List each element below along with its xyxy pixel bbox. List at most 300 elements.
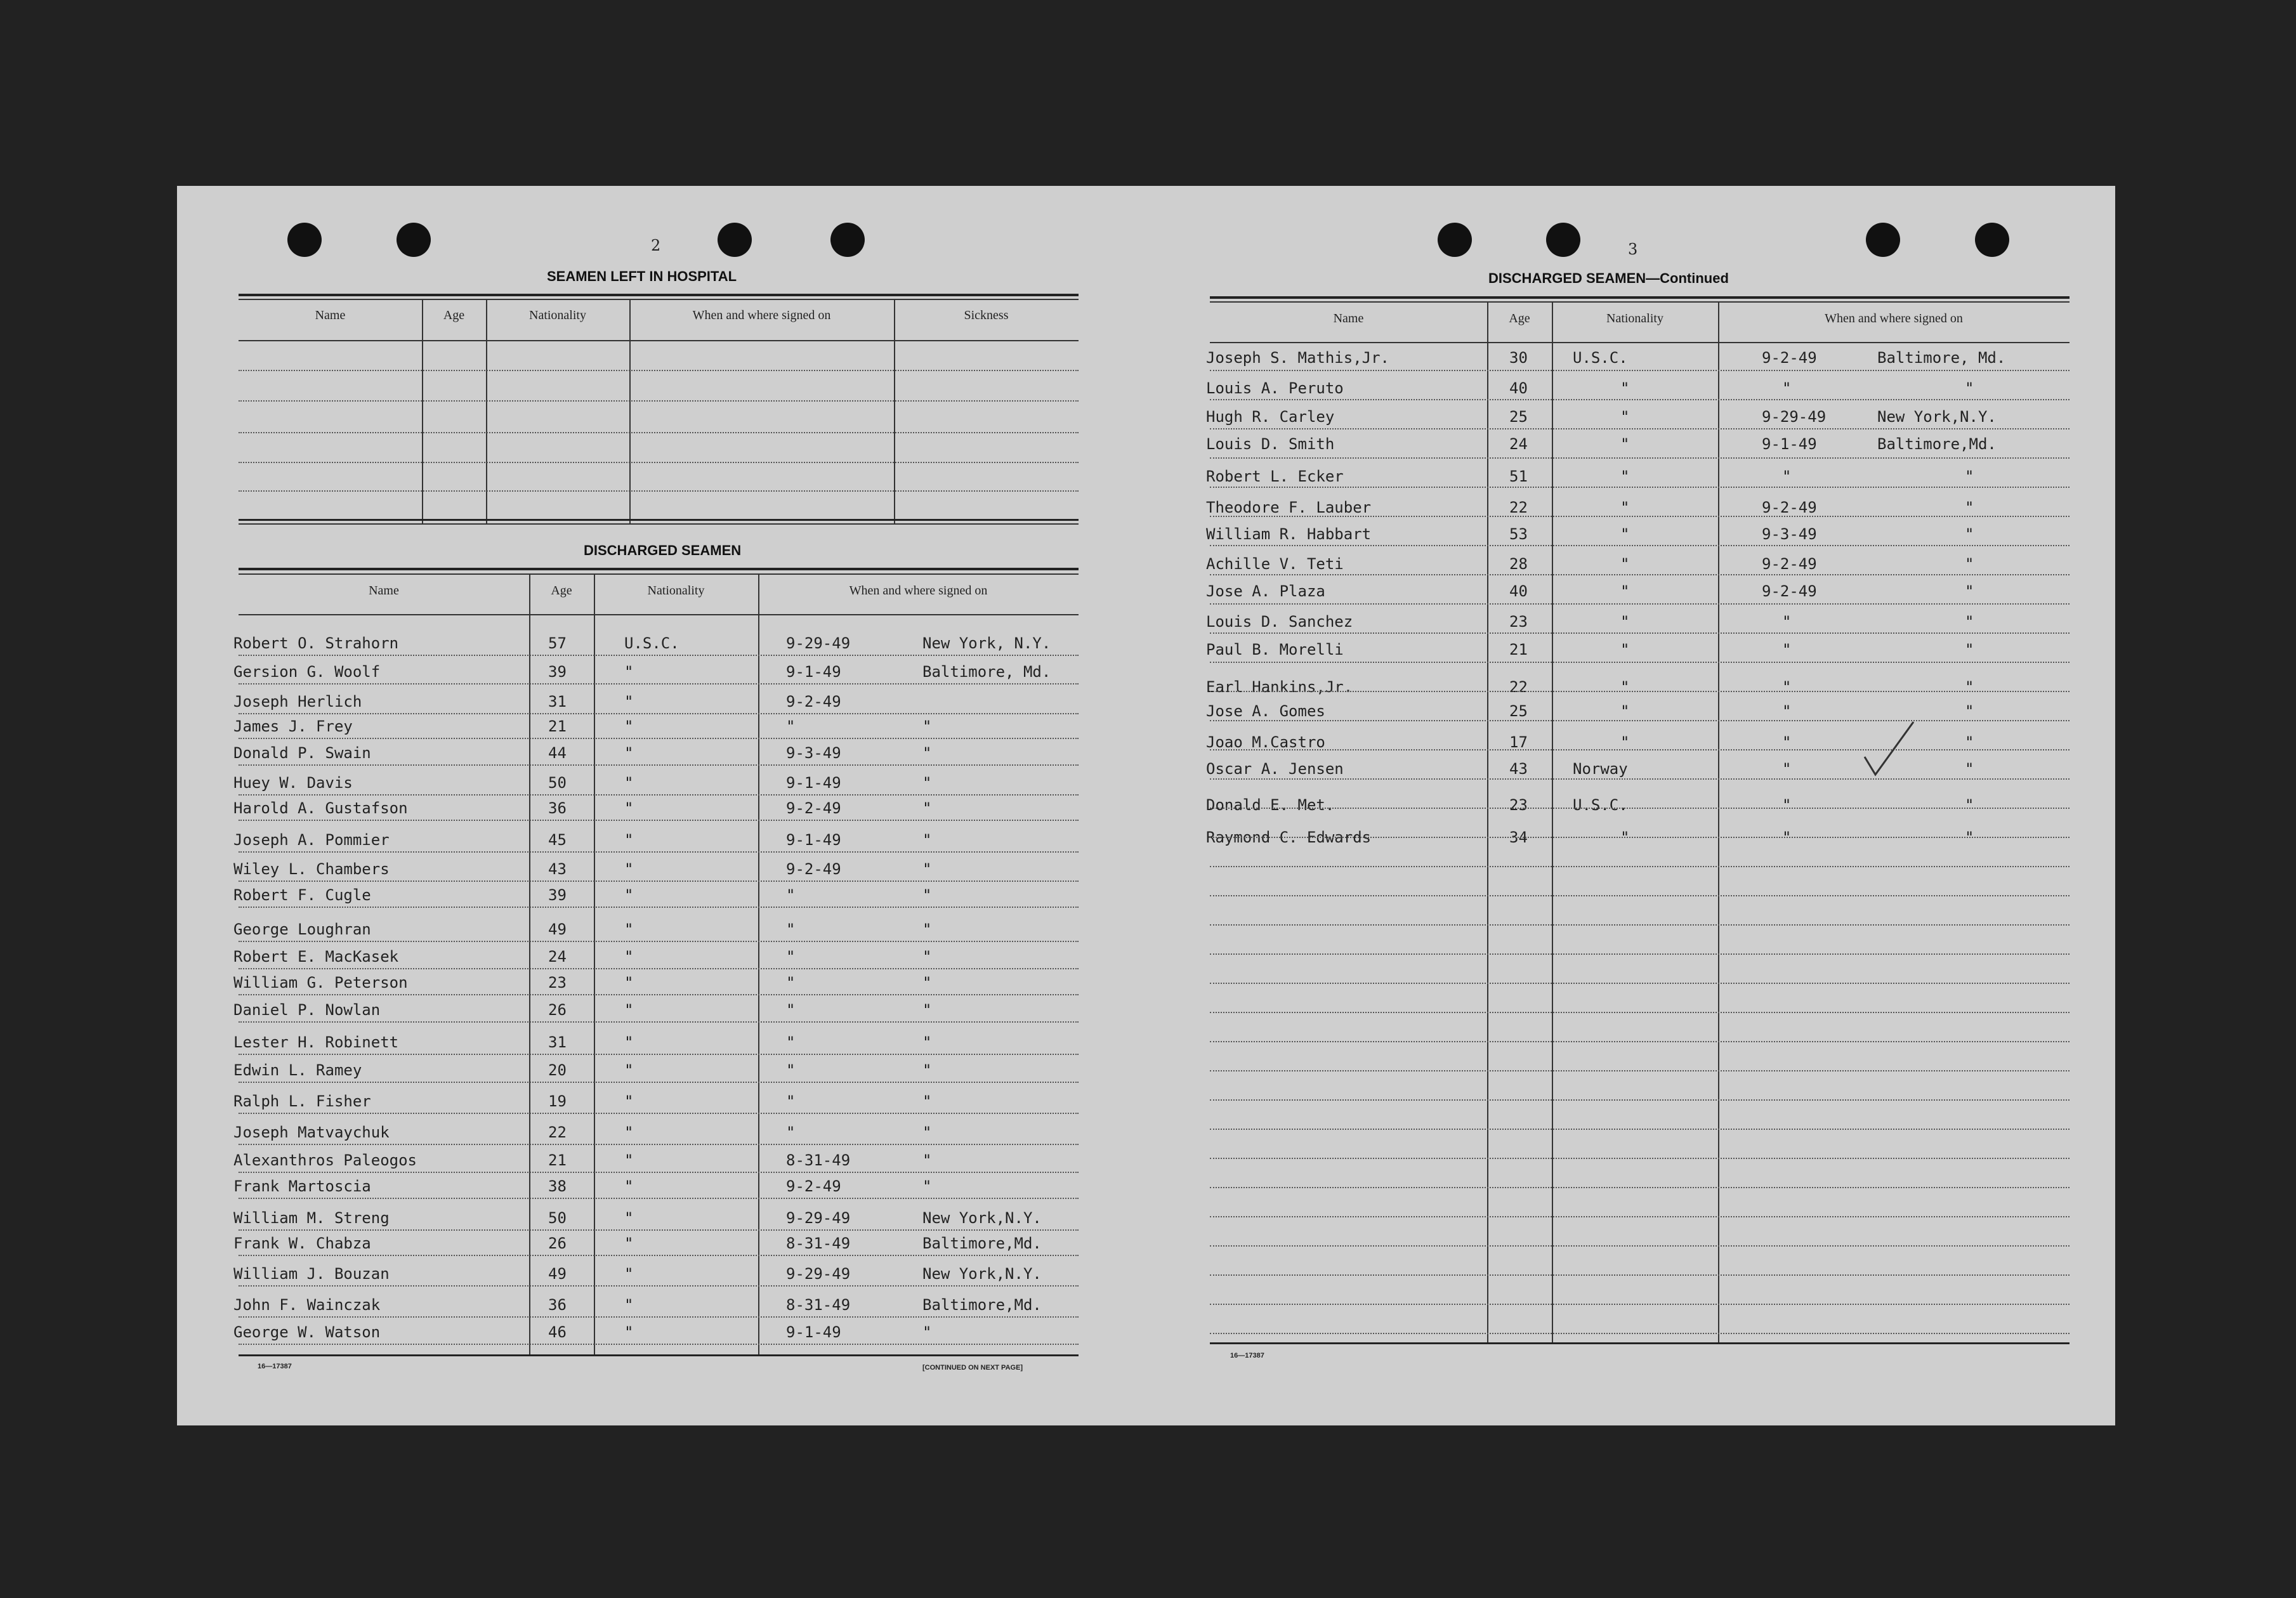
seaman-nationality: " bbox=[624, 717, 634, 735]
table-row bbox=[1129, 613, 2115, 638]
table-row bbox=[177, 1123, 1129, 1149]
row-line bbox=[239, 881, 1079, 882]
seaman-age: 49 bbox=[548, 1265, 567, 1283]
row-line bbox=[1210, 428, 2070, 429]
signed-on-date: " bbox=[786, 717, 796, 735]
seaman-age: 36 bbox=[548, 799, 567, 817]
row-line bbox=[239, 1054, 1079, 1055]
seaman-nationality: " bbox=[1620, 468, 1630, 485]
seaman-name: Gersion G. Woolf bbox=[233, 663, 381, 681]
signed-on-date: " bbox=[1782, 760, 1792, 778]
row-line bbox=[239, 907, 1079, 908]
row-line bbox=[239, 683, 1079, 684]
row-line bbox=[1210, 924, 2070, 926]
blank-row-line bbox=[239, 432, 1079, 433]
row-line bbox=[239, 1344, 1079, 1345]
signed-on-date: " bbox=[1782, 613, 1792, 631]
signed-on-place: " bbox=[922, 1323, 932, 1341]
row-line bbox=[239, 1316, 1079, 1318]
table-row bbox=[177, 744, 1129, 770]
table-row bbox=[1129, 796, 2115, 822]
signed-on-date: " bbox=[1782, 641, 1792, 658]
seaman-age: 57 bbox=[548, 634, 567, 652]
seaman-name: Raymond C. Edwards bbox=[1206, 828, 1372, 846]
seaman-nationality: " bbox=[1620, 733, 1630, 751]
table-rule bbox=[239, 340, 1079, 341]
row-line bbox=[1210, 1012, 2070, 1013]
page-number: 2 bbox=[651, 237, 661, 254]
table-row bbox=[177, 1265, 1129, 1290]
table-row bbox=[1129, 828, 2115, 854]
signed-on-place: " bbox=[1965, 733, 1974, 751]
seaman-name: Robert E. MacKasek bbox=[233, 948, 399, 966]
signed-on-place: " bbox=[922, 1177, 932, 1195]
seaman-nationality: " bbox=[624, 1323, 634, 1341]
seaman-name: Joseph Herlich bbox=[233, 693, 362, 711]
seaman-nationality: " bbox=[624, 1177, 634, 1195]
signed-on-place: " bbox=[922, 1033, 932, 1051]
seaman-nationality: " bbox=[624, 799, 634, 817]
seaman-nationality: " bbox=[624, 886, 634, 904]
row-line bbox=[1210, 457, 2070, 459]
seaman-name: William M. Streng bbox=[233, 1209, 390, 1227]
seaman-nationality: " bbox=[624, 1061, 634, 1079]
signed-on-place: " bbox=[922, 1092, 932, 1110]
seaman-nationality: " bbox=[1620, 641, 1630, 658]
seaman-name: Donald E. Met. bbox=[1206, 796, 1335, 814]
seaman-age: 45 bbox=[548, 831, 567, 849]
seaman-age: 39 bbox=[548, 886, 567, 904]
seaman-name: Theodore F. Lauber bbox=[1206, 499, 1372, 516]
table-top-rule bbox=[1210, 296, 2070, 299]
signed-on-date: " bbox=[1782, 796, 1792, 814]
signed-on-date: 8-31-49 bbox=[786, 1151, 851, 1169]
seaman-nationality: Norway bbox=[1573, 760, 1628, 778]
seaman-nationality: " bbox=[624, 1033, 634, 1051]
row-line bbox=[239, 764, 1079, 766]
signed-on-date: 9-2-49 bbox=[1762, 582, 1817, 600]
signed-on-date: " bbox=[1782, 379, 1792, 397]
seaman-age: 31 bbox=[548, 1033, 567, 1051]
left-page bbox=[177, 186, 1129, 1425]
signed-on-place: Baltimore,Md. bbox=[1877, 435, 1997, 453]
table-row bbox=[1129, 702, 2115, 728]
row-line bbox=[239, 941, 1079, 942]
signed-on-place: New York,N.Y. bbox=[922, 1209, 1042, 1227]
seaman-nationality: " bbox=[1620, 828, 1630, 846]
signed-on-place: " bbox=[922, 774, 932, 792]
seaman-nationality: " bbox=[1620, 499, 1630, 516]
table-row bbox=[177, 1235, 1129, 1260]
signed-on-date: 9-3-49 bbox=[1762, 525, 1817, 543]
signed-on-date: " bbox=[1782, 828, 1792, 846]
column-divider bbox=[629, 299, 631, 523]
signed-on-date: 9-2-49 bbox=[1762, 499, 1817, 516]
table-row bbox=[177, 717, 1129, 743]
column-header: Nationality bbox=[1606, 311, 1663, 325]
signed-on-place: " bbox=[1965, 468, 1974, 485]
signed-on-place: " bbox=[922, 1001, 932, 1019]
signed-on-date: " bbox=[1782, 678, 1792, 696]
row-line bbox=[1210, 1245, 2070, 1247]
row-line bbox=[239, 1082, 1079, 1083]
row-line bbox=[239, 655, 1079, 656]
seaman-age: 44 bbox=[548, 744, 567, 762]
form-code: 16—17387 bbox=[1230, 1352, 1264, 1359]
signed-on-place: New York, N.Y. bbox=[922, 634, 1051, 652]
seaman-age: 34 bbox=[1509, 828, 1528, 846]
seaman-name: Hugh R. Carley bbox=[1206, 408, 1335, 426]
table-row bbox=[177, 693, 1129, 718]
row-line bbox=[239, 994, 1079, 995]
seaman-name: Earl Hankins,Jr. bbox=[1206, 678, 1353, 696]
row-line bbox=[1210, 487, 2070, 488]
row-line bbox=[239, 794, 1079, 796]
signed-on-place: " bbox=[922, 1061, 932, 1079]
signed-on-place: " bbox=[1965, 582, 1974, 600]
signed-on-date: 8-31-49 bbox=[786, 1296, 851, 1314]
seaman-age: 21 bbox=[548, 1151, 567, 1169]
table-row bbox=[1129, 379, 2115, 405]
signed-on-place: " bbox=[1965, 702, 1974, 720]
row-line bbox=[239, 968, 1079, 969]
table-bottom-rule bbox=[239, 1354, 1079, 1356]
row-line bbox=[1210, 662, 2070, 663]
signed-on-place: Baltimore,Md. bbox=[922, 1296, 1042, 1314]
row-line bbox=[1210, 1333, 2070, 1334]
table-row bbox=[177, 1323, 1129, 1349]
signed-on-date: " bbox=[786, 1123, 796, 1141]
seaman-name: Huey W. Davis bbox=[233, 774, 353, 792]
signed-on-date: " bbox=[786, 1092, 796, 1110]
row-line bbox=[239, 1021, 1079, 1023]
seaman-name: Robert F. Cugle bbox=[233, 886, 371, 904]
seaman-age: 30 bbox=[1509, 349, 1528, 367]
signed-on-place: " bbox=[1965, 613, 1974, 631]
row-line bbox=[239, 1113, 1079, 1114]
seaman-age: 26 bbox=[548, 1001, 567, 1019]
seaman-nationality: " bbox=[1620, 435, 1630, 453]
seaman-age: 51 bbox=[1509, 468, 1528, 485]
seaman-age: 49 bbox=[548, 920, 567, 938]
table-rule bbox=[239, 614, 1079, 615]
row-line bbox=[239, 1255, 1079, 1256]
column-header: Sickness bbox=[964, 308, 1009, 322]
row-line bbox=[1210, 691, 2070, 692]
signed-on-place: New York,N.Y. bbox=[922, 1265, 1042, 1283]
seaman-nationality: " bbox=[1620, 702, 1630, 720]
seaman-age: 28 bbox=[1509, 555, 1528, 573]
seaman-name: John F. Wainczak bbox=[233, 1296, 381, 1314]
column-header: Age bbox=[551, 584, 572, 598]
row-line bbox=[1210, 983, 2070, 984]
column-header: Age bbox=[443, 308, 465, 322]
seaman-age: 53 bbox=[1509, 525, 1528, 543]
discharged-section-title: DISCHARGED SEAMEN bbox=[584, 542, 742, 558]
signed-on-place: " bbox=[1965, 499, 1974, 516]
table-row bbox=[177, 634, 1129, 660]
signed-on-place: " bbox=[922, 799, 932, 817]
seaman-name: Joao M.Castro bbox=[1206, 733, 1325, 751]
signed-on-date: 9-29-49 bbox=[786, 1265, 851, 1283]
signed-on-place: Baltimore, Md. bbox=[1877, 349, 2006, 367]
column-header: Name bbox=[315, 308, 346, 322]
signed-on-place: " bbox=[922, 717, 932, 735]
seaman-name: Frank W. Chabza bbox=[233, 1235, 371, 1252]
table-row bbox=[1129, 555, 2115, 580]
row-line bbox=[1210, 1070, 2070, 1071]
seaman-nationality: " bbox=[624, 920, 634, 938]
seaman-nationality: " bbox=[624, 1296, 634, 1314]
signed-on-date: 9-29-49 bbox=[786, 1209, 851, 1227]
row-line bbox=[1210, 895, 2070, 896]
column-divider bbox=[486, 299, 487, 523]
seaman-name: George Loughran bbox=[233, 920, 371, 938]
table-row bbox=[177, 799, 1129, 825]
row-line bbox=[1210, 1304, 2070, 1305]
signed-on-date: " bbox=[786, 1033, 796, 1051]
row-line bbox=[239, 1144, 1079, 1145]
seaman-nationality: " bbox=[1620, 379, 1630, 397]
table-row bbox=[177, 1151, 1129, 1177]
signed-on-date: 9-1-49 bbox=[786, 774, 841, 792]
seaman-age: 25 bbox=[1509, 408, 1528, 426]
table-row bbox=[177, 948, 1129, 973]
blank-row-line bbox=[239, 462, 1079, 463]
seaman-name: Achille V. Teti bbox=[1206, 555, 1344, 573]
signed-on-date: " bbox=[786, 886, 796, 904]
seaman-nationality: U.S.C. bbox=[1573, 349, 1628, 367]
seaman-nationality: " bbox=[1620, 525, 1630, 543]
seaman-age: 40 bbox=[1509, 379, 1528, 397]
seaman-nationality: " bbox=[624, 974, 634, 992]
signed-on-place: " bbox=[1965, 828, 1974, 846]
row-line bbox=[1210, 749, 2070, 750]
signed-on-date: " bbox=[1782, 468, 1792, 485]
signed-on-place: " bbox=[1965, 525, 1974, 543]
table-row bbox=[177, 860, 1129, 886]
table-row bbox=[177, 920, 1129, 946]
seaman-name: Lester H. Robinett bbox=[233, 1033, 399, 1051]
row-line bbox=[1210, 1041, 2070, 1042]
seaman-name: Jose A. Plaza bbox=[1206, 582, 1325, 600]
signed-on-date: 9-1-49 bbox=[786, 1323, 841, 1341]
signed-on-date: " bbox=[1782, 733, 1792, 751]
seaman-name: Louis D. Smith bbox=[1206, 435, 1335, 453]
seaman-age: 22 bbox=[1509, 499, 1528, 516]
column-header: Age bbox=[1509, 311, 1530, 325]
seaman-nationality: " bbox=[1620, 613, 1630, 631]
table-row bbox=[1129, 499, 2115, 524]
row-line bbox=[1210, 778, 2070, 780]
seaman-name: Joseph S. Mathis,Jr. bbox=[1206, 349, 1389, 367]
seaman-name: Louis D. Sanchez bbox=[1206, 613, 1353, 631]
blank-row-line bbox=[239, 370, 1079, 371]
seaman-age: 24 bbox=[548, 948, 567, 966]
signed-on-date: 9-29-49 bbox=[1762, 408, 1827, 426]
column-divider bbox=[894, 299, 895, 523]
row-line bbox=[1210, 866, 2070, 867]
seaman-age: 31 bbox=[548, 693, 567, 711]
row-line bbox=[239, 738, 1079, 739]
row-line bbox=[1210, 516, 2070, 517]
seaman-nationality: " bbox=[624, 831, 634, 849]
seaman-name: Daniel P. Nowlan bbox=[233, 1001, 381, 1019]
signed-on-place: " bbox=[1965, 760, 1974, 778]
seaman-nationality: " bbox=[624, 1235, 634, 1252]
seaman-nationality: " bbox=[1620, 678, 1630, 696]
continued-note: [CONTINUED ON NEXT PAGE] bbox=[922, 1364, 1023, 1372]
seaman-name: Alexanthros Paleogos bbox=[233, 1151, 417, 1169]
seaman-name: George W. Watson bbox=[233, 1323, 381, 1341]
signed-on-date: " bbox=[1782, 702, 1792, 720]
signed-on-date: " bbox=[786, 948, 796, 966]
row-line bbox=[1210, 1099, 2070, 1101]
signed-on-date: " bbox=[786, 1001, 796, 1019]
table-row bbox=[177, 774, 1129, 799]
signed-on-date: 9-1-49 bbox=[786, 831, 841, 849]
seaman-age: 23 bbox=[548, 974, 567, 992]
continued-section-title: DISCHARGED SEAMEN—Continued bbox=[1488, 270, 1729, 286]
table-rule bbox=[1210, 342, 2070, 343]
row-line bbox=[1210, 837, 2070, 838]
row-line bbox=[1210, 574, 2070, 575]
column-header: Name bbox=[369, 584, 399, 598]
seaman-age: 17 bbox=[1509, 733, 1528, 751]
seaman-name: Ralph L. Fisher bbox=[233, 1092, 371, 1110]
signed-on-place: " bbox=[922, 831, 932, 849]
seaman-name: William R. Habbart bbox=[1206, 525, 1372, 543]
seaman-age: 40 bbox=[1509, 582, 1528, 600]
signed-on-date: " bbox=[786, 974, 796, 992]
seaman-age: 22 bbox=[548, 1123, 567, 1141]
table-row bbox=[177, 1296, 1129, 1321]
seaman-age: 50 bbox=[548, 1209, 567, 1227]
column-divider bbox=[422, 299, 423, 523]
table-top-rule bbox=[239, 568, 1079, 570]
row-line bbox=[239, 851, 1079, 853]
seaman-age: 24 bbox=[1509, 435, 1528, 453]
seaman-nationality: " bbox=[624, 1209, 634, 1227]
seaman-nationality: " bbox=[624, 1123, 634, 1141]
column-header: Name bbox=[1333, 311, 1364, 325]
row-line bbox=[1210, 1216, 2070, 1217]
seaman-name: Wiley L. Chambers bbox=[233, 860, 390, 878]
column-header: Nationality bbox=[529, 308, 586, 322]
table-row bbox=[1129, 468, 2115, 493]
signed-on-place: " bbox=[922, 920, 932, 938]
signed-on-place: " bbox=[922, 1151, 932, 1169]
table-row bbox=[1129, 435, 2115, 461]
row-line bbox=[1210, 603, 2070, 605]
signed-on-date: 8-31-49 bbox=[786, 1235, 851, 1252]
seaman-name: Oscar A. Jensen bbox=[1206, 760, 1344, 778]
seaman-age: 23 bbox=[1509, 796, 1528, 814]
table-row bbox=[177, 1061, 1129, 1087]
table-row bbox=[177, 886, 1129, 912]
row-line bbox=[1210, 1129, 2070, 1130]
seaman-nationality: " bbox=[624, 948, 634, 966]
signed-on-date: 9-2-49 bbox=[786, 799, 841, 817]
seaman-name: Joseph Matvaychuk bbox=[233, 1123, 390, 1141]
seaman-age: 25 bbox=[1509, 702, 1528, 720]
row-line bbox=[239, 1172, 1079, 1173]
seaman-nationality: U.S.C. bbox=[1573, 796, 1628, 814]
seaman-nationality: U.S.C. bbox=[624, 634, 679, 652]
seaman-nationality: " bbox=[624, 860, 634, 878]
column-header: When and where signed on bbox=[1825, 311, 1963, 325]
signed-on-date: 9-2-49 bbox=[1762, 349, 1817, 367]
table-row bbox=[177, 1177, 1129, 1203]
table-bottom-rule bbox=[239, 519, 1079, 521]
seaman-name: Jose A. Gomes bbox=[1206, 702, 1325, 720]
signed-on-place: Baltimore,Md. bbox=[922, 1235, 1042, 1252]
seaman-age: 20 bbox=[548, 1061, 567, 1079]
signed-on-date: 9-2-49 bbox=[786, 1177, 841, 1195]
signed-on-date: 9-29-49 bbox=[786, 634, 851, 652]
row-line bbox=[1210, 399, 2070, 400]
row-line bbox=[1210, 545, 2070, 546]
seaman-nationality: " bbox=[624, 1092, 634, 1110]
signed-on-place: " bbox=[1965, 641, 1974, 658]
signed-on-place: " bbox=[1965, 555, 1974, 573]
signed-on-date: " bbox=[786, 1061, 796, 1079]
row-line bbox=[1210, 808, 2070, 809]
seaman-nationality: " bbox=[1620, 408, 1630, 426]
row-line bbox=[239, 1229, 1079, 1231]
seaman-nationality: " bbox=[624, 774, 634, 792]
column-header: Nationality bbox=[647, 584, 705, 598]
seaman-name: William J. Bouzan bbox=[233, 1265, 390, 1283]
seaman-nationality: " bbox=[1620, 555, 1630, 573]
document-sheet bbox=[177, 186, 2115, 1425]
signed-on-date: 9-3-49 bbox=[786, 744, 841, 762]
seaman-age: 21 bbox=[548, 717, 567, 735]
table-row bbox=[1129, 733, 2115, 759]
signed-on-place: Baltimore, Md. bbox=[922, 663, 1051, 681]
seaman-age: 19 bbox=[548, 1092, 567, 1110]
seaman-name: William G. Peterson bbox=[233, 974, 408, 992]
row-line bbox=[1210, 370, 2070, 371]
hospital-section-title: SEAMEN LEFT IN HOSPITAL bbox=[547, 268, 737, 284]
seaman-name: Paul B. Morelli bbox=[1206, 641, 1344, 658]
signed-on-date: 9-2-49 bbox=[1762, 555, 1817, 573]
blank-row-line bbox=[239, 490, 1079, 492]
column-header: When and where signed on bbox=[849, 584, 988, 598]
signed-on-date: 9-1-49 bbox=[1762, 435, 1817, 453]
table-row bbox=[177, 663, 1129, 688]
right-page bbox=[1129, 186, 2115, 1425]
seaman-name: Harold A. Gustafson bbox=[233, 799, 408, 817]
table-row bbox=[177, 974, 1129, 999]
table-rule bbox=[239, 299, 1079, 300]
table-rule bbox=[239, 573, 1079, 575]
seaman-nationality: " bbox=[624, 1001, 634, 1019]
seaman-age: 36 bbox=[548, 1296, 567, 1314]
table-rule bbox=[1210, 301, 2070, 303]
row-line bbox=[239, 1285, 1079, 1287]
row-line bbox=[239, 1198, 1079, 1199]
seaman-name: Robert O. Strahorn bbox=[233, 634, 399, 652]
table-row bbox=[177, 831, 1129, 856]
seaman-name: Joseph A. Pommier bbox=[233, 831, 390, 849]
seaman-nationality: " bbox=[624, 744, 634, 762]
signed-on-date: 9-2-49 bbox=[786, 693, 841, 711]
table-top-rule bbox=[239, 294, 1079, 296]
table-bottom-rule bbox=[1210, 1342, 2070, 1344]
row-line bbox=[1210, 720, 2070, 721]
signed-on-place: " bbox=[1965, 379, 1974, 397]
